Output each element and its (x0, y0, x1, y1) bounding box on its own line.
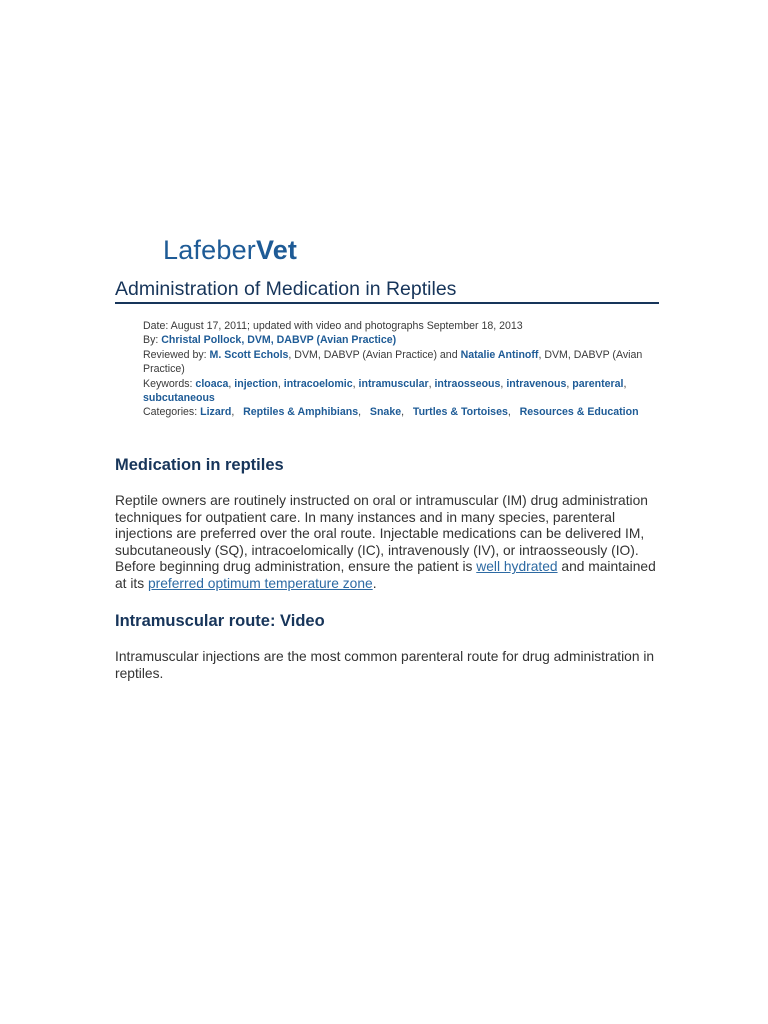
section-heading-intramuscular: Intramuscular route: Video (115, 612, 325, 630)
temperature-zone-link[interactable]: preferred optimum temperature zone (147, 575, 373, 591)
reviewer-link-echols[interactable]: M. Scott Echols (209, 348, 289, 361)
keyword-link[interactable]: cloaca (195, 377, 229, 390)
category-link[interactable]: Resources & Education (519, 406, 639, 419)
category-link[interactable]: Turtles & Tortoises (412, 406, 508, 419)
meta-author-row (143, 333, 663, 347)
category-link[interactable]: Lizard (200, 406, 232, 419)
paragraph-text-mid: and maintained at its (115, 559, 656, 591)
meta-reviewers-row (143, 348, 663, 377)
categories-label: Categories: (143, 406, 198, 419)
keywords-label: Keywords: (143, 377, 193, 390)
keyword-link[interactable]: parenteral (572, 377, 624, 390)
section-paragraph-medication (115, 493, 663, 593)
paragraph-text: Reptile owners are routinely instructed on oral or intramuscular (IM) drug administration techniques for outpatient care. In many instances and in many species, parenteral injections are preferred over the oral route. Injectable medications can be delivered IM, subcutaneously (SQ), intracoelomically (IC), intravenously (IV), or intraosseously (IO). Before beginning drug administration, ensure the patient is (115, 493, 648, 575)
category-link[interactable]: Snake (369, 406, 402, 419)
logo-text-lafeber: Lafeber (163, 235, 256, 265)
author-link[interactable]: Christal Pollock, DVM, DABVP (Avian Practice) (161, 334, 397, 347)
section-heading-medication: Medication in reptiles (115, 456, 284, 474)
meta-date: Date: August 17, 2011; updated with video and photographs September 18, 2013 (143, 320, 523, 332)
article-meta (143, 319, 663, 420)
logo-text-vet: Vet (255, 235, 298, 265)
keyword-link[interactable]: subcutaneous (143, 392, 215, 405)
by-label: By: (143, 334, 159, 347)
section-paragraph-intramuscular: Intramuscular injections are the most common parenteral route for drug administration in reptiles. (115, 649, 655, 681)
meta-keywords-row: Keywords: cloaca, injection, intracoelomic, intramuscular, intraosseous, intravenous, parenteral, subcutaneous (143, 377, 627, 405)
keyword-link[interactable]: injection (234, 377, 278, 390)
site-logo[interactable] (163, 232, 297, 268)
keyword-link[interactable]: intracoelomic (283, 377, 353, 390)
reviewed-label: Reviewed by: (143, 348, 207, 361)
category-link[interactable]: Reptiles & Amphibians (243, 406, 359, 419)
well-hydrated-link[interactable]: well hydrated (476, 559, 558, 575)
paragraph-end: . (372, 575, 377, 591)
article-title: Administration of Medication in Reptiles (115, 276, 659, 304)
keyword-link[interactable]: intramuscular (358, 377, 429, 390)
reviewer1-credentials: , DVM, DABVP (Avian Practice) and (288, 348, 458, 361)
keyword-link[interactable]: intravenous (506, 377, 567, 390)
reviewer-link-antinoff[interactable]: Natalie Antinoff (460, 348, 539, 361)
meta-categories-row: Categories: Lizard, Reptiles & Amphibians, Snake, Turtles & Tortoises, Resources & Education (143, 406, 639, 419)
reviewer2-credentials: , DVM, DABVP (Avian Practice) (143, 348, 643, 376)
keyword-link[interactable]: intraosseous (434, 377, 501, 390)
